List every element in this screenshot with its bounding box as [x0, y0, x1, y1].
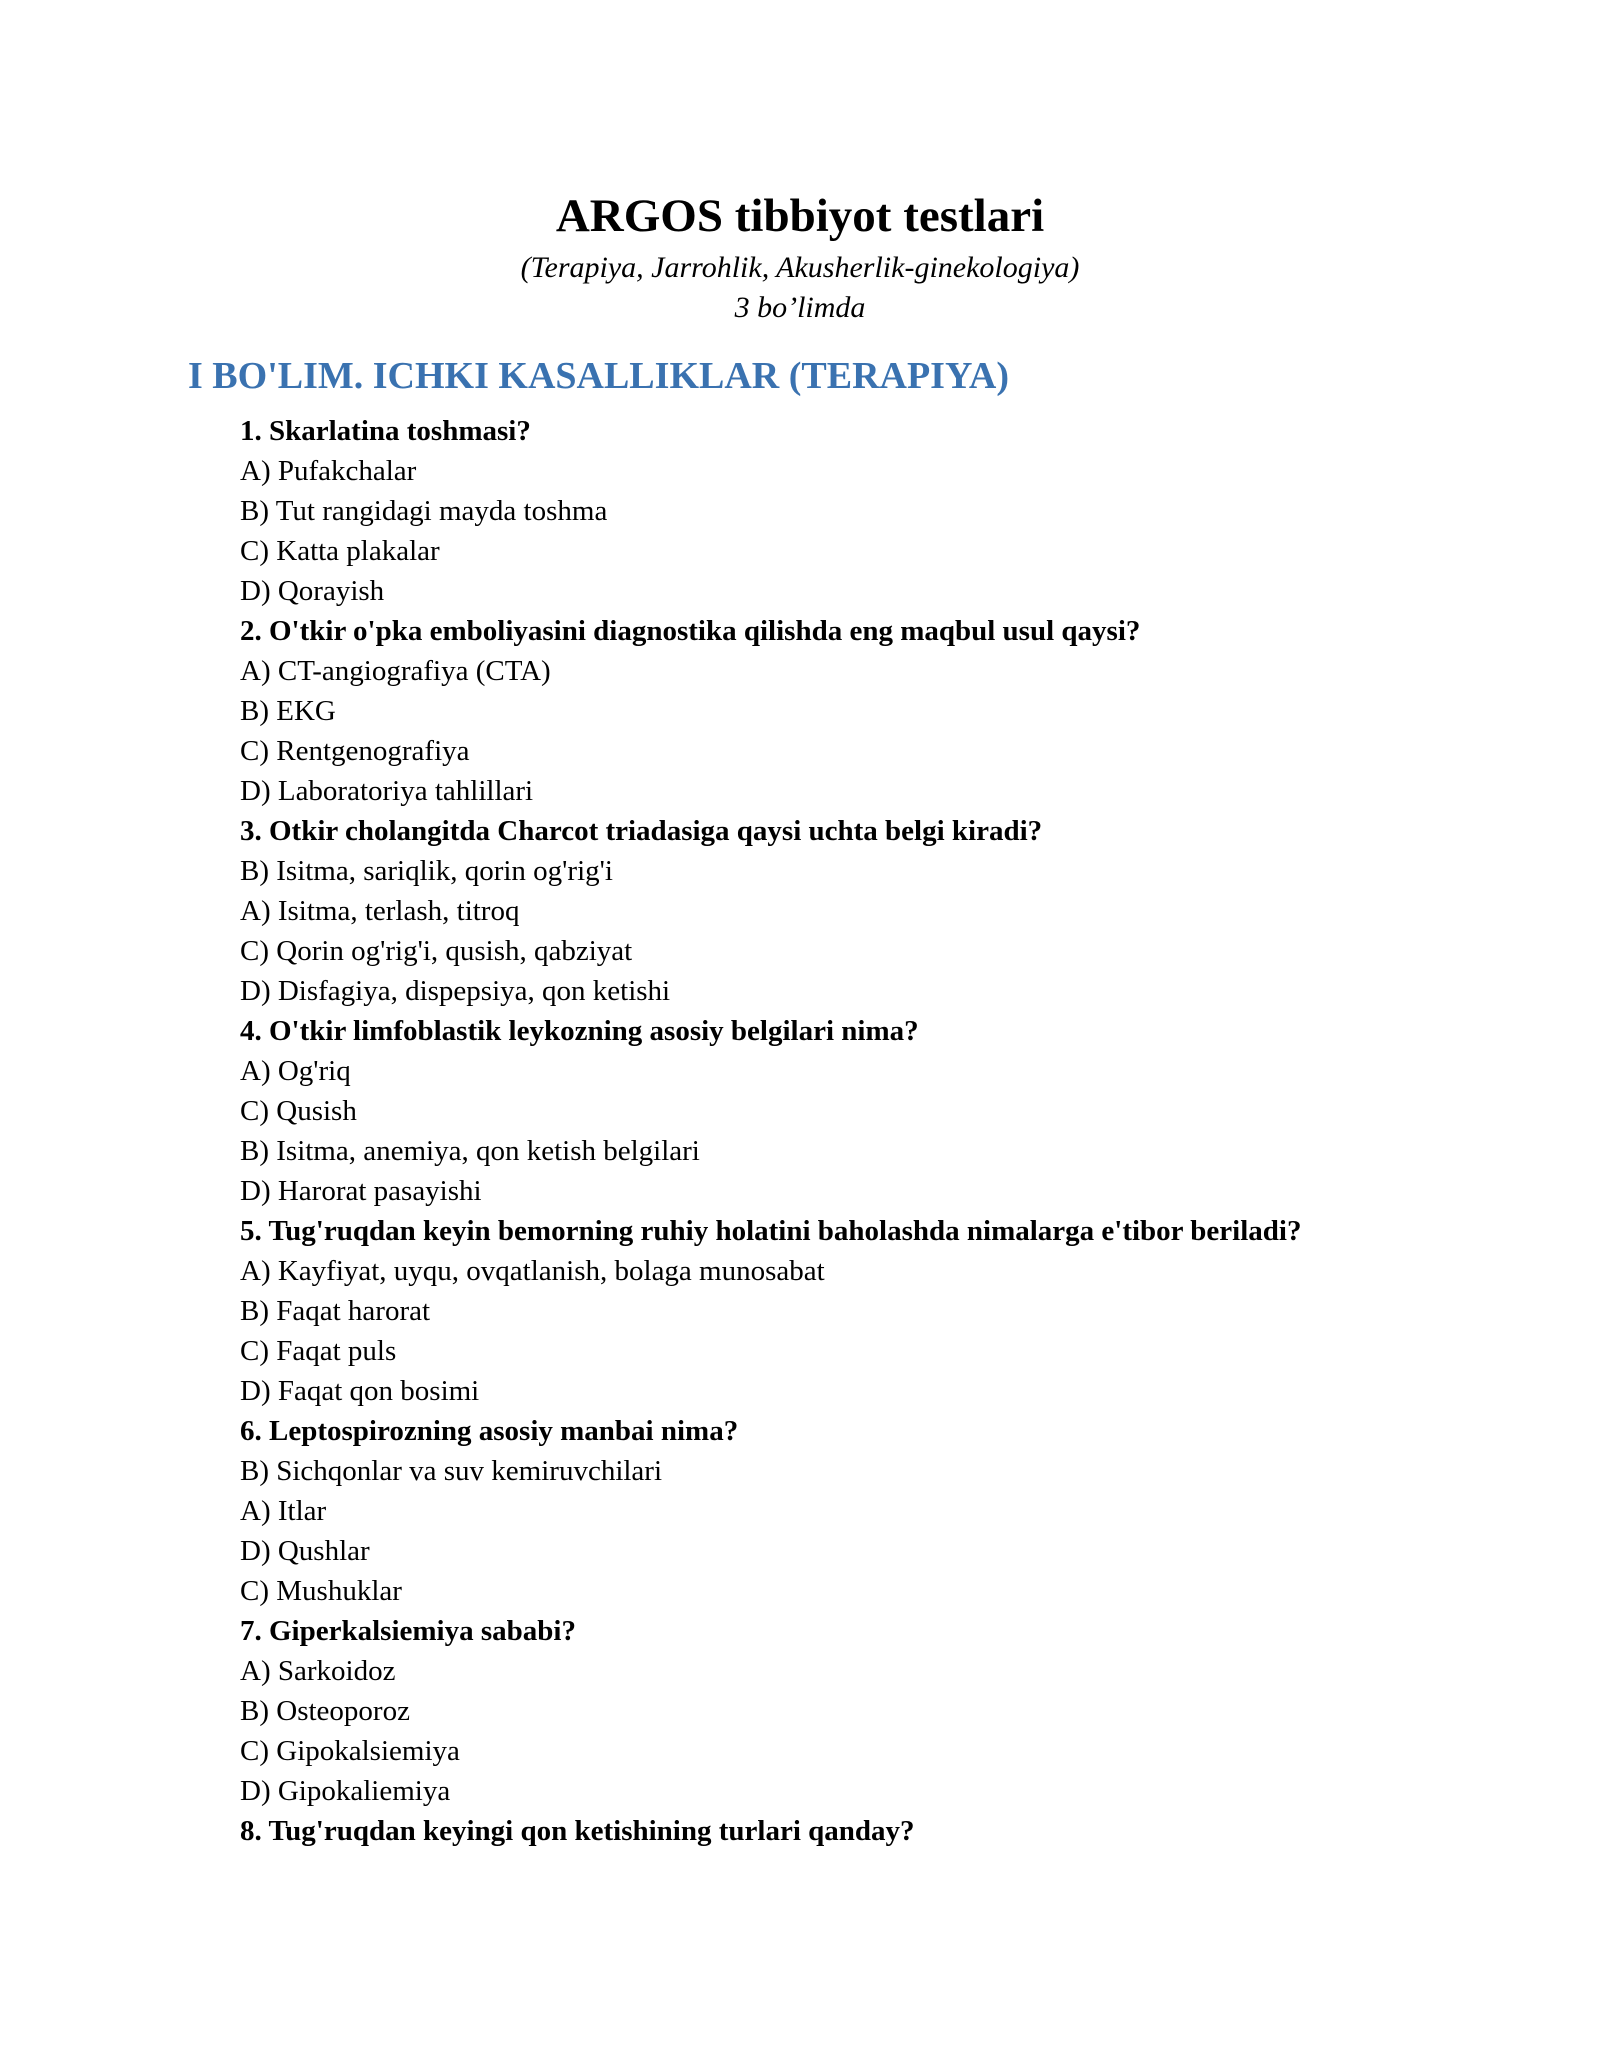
document-title: ARGOS tibbiyot testlari	[555, 190, 1045, 242]
answer-option: A) Isitma, terlash, titroq	[240, 895, 520, 927]
question-block	[240, 1211, 1540, 1411]
answer-option: B) Faqat harorat	[240, 1295, 431, 1327]
answer-options	[240, 1651, 1540, 1811]
question-block	[240, 611, 1540, 811]
question-text: 7. Giperkalsiemiya sababi?	[240, 1615, 576, 1647]
answer-options	[240, 1051, 1540, 1211]
question-text: 4. O'tkir limfoblastik leykozning asosiy belgilari nima?	[240, 1015, 919, 1047]
answer-option: A) CT-angiografiya (CTA)	[240, 655, 551, 687]
answer-option: B) EKG	[240, 695, 336, 727]
question-text: 8. Tug'ruqdan keyingi qon ketishining turlari qanday?	[240, 1815, 915, 1847]
answer-option: C) Mushuklar	[240, 1575, 402, 1607]
answer-option: A) Og'riq	[240, 1055, 351, 1087]
question-block	[240, 411, 1540, 611]
question-block	[240, 1811, 1540, 1851]
answer-option: C) Qusish	[240, 1095, 357, 1127]
question-text: 3. Otkir cholangitda Charcot triadasiga qaysi uchta belgi kiradi?	[240, 815, 1043, 847]
question-list	[240, 411, 1540, 1851]
answer-option: A) Itlar	[240, 1495, 327, 1527]
answer-option: B) Tut rangidagi mayda toshma	[240, 495, 608, 527]
answer-option: D) Qushlar	[240, 1535, 370, 1567]
answer-options	[240, 1451, 1540, 1611]
answer-option: D) Gipokaliemiya	[240, 1775, 451, 1807]
answer-option: C) Katta plakalar	[240, 535, 440, 567]
answer-option: B) Isitma, sariqlik, qorin og'rig'i	[240, 855, 613, 887]
answer-option: C) Gipokalsiemiya	[240, 1735, 460, 1767]
answer-option: C) Faqat puls	[240, 1335, 397, 1367]
question-text: 6. Leptospirozning asosiy manbai nima?	[240, 1415, 739, 1447]
question-block	[240, 1411, 1540, 1611]
answer-option: B) Isitma, anemiya, qon ketish belgilari	[240, 1135, 700, 1167]
document-subtitle: (Terapiya, Jarrohlik, Akusherlik-ginekologiya)	[520, 251, 1080, 284]
answer-option: B) Sichqonlar va suv kemiruvchilari	[240, 1455, 663, 1487]
section-heading: I BO'LIM. ICHKI KASALLIKLAR (TERAPIYA)	[188, 355, 1010, 397]
answer-option: B) Osteoporoz	[240, 1695, 410, 1727]
answer-option: C) Qorin og'rig'i, qusish, qabziyat	[240, 935, 633, 967]
answer-option: D) Laboratoriya tahlillari	[240, 775, 534, 807]
answer-option: C) Rentgenografiya	[240, 735, 470, 767]
answer-options	[240, 1251, 1540, 1411]
answer-option: D) Qorayish	[240, 575, 385, 607]
answer-options	[240, 451, 1540, 611]
answer-option: A) Pufakchalar	[240, 455, 417, 487]
document-subtitle-parts: 3 bo’limda	[734, 291, 866, 324]
answer-option: A) Sarkoidoz	[240, 1655, 396, 1687]
question-block	[240, 811, 1540, 1011]
answer-option: D) Harorat pasayishi	[240, 1175, 482, 1207]
question-text: 5. Tug'ruqdan keyin bemorning ruhiy holatini baholashda nimalarga e'tibor beriladi?	[240, 1215, 1302, 1247]
answer-options	[240, 851, 1540, 1011]
question-block	[240, 1011, 1540, 1211]
answer-option: D) Faqat qon bosimi	[240, 1375, 480, 1407]
answer-option: D) Disfagiya, dispepsiya, qon ketishi	[240, 975, 671, 1007]
question-text: 2. O'tkir o'pka emboliyasini diagnostika qilishda eng maqbul usul qaysi?	[240, 615, 1141, 647]
question-text: 1. Skarlatina toshmasi?	[240, 415, 531, 447]
answer-option: A) Kayfiyat, uyqu, ovqatlanish, bolaga munosabat	[240, 1255, 825, 1287]
answer-options	[240, 651, 1540, 811]
question-block	[240, 1611, 1540, 1811]
